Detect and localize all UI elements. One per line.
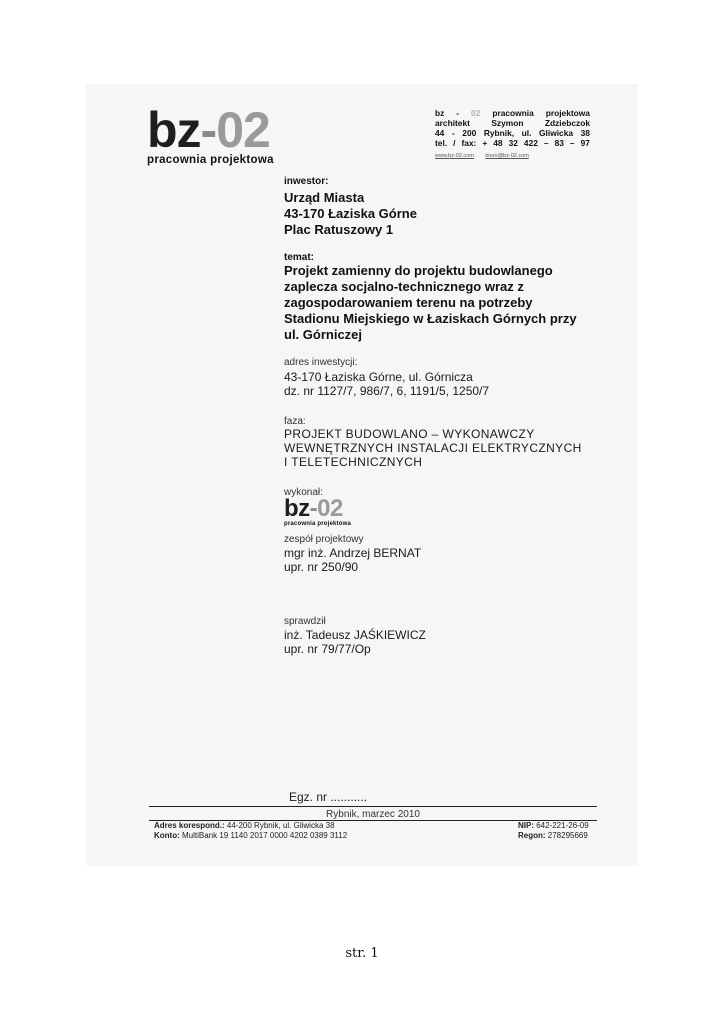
footer-nip: [518, 821, 589, 831]
contact-line-3: [435, 128, 590, 138]
email-link[interactable]: biuro@bz-02.com: [485, 153, 529, 159]
footer-address: [154, 821, 347, 831]
page-number: str. 1: [345, 946, 379, 961]
logo-number: 02: [216, 102, 270, 158]
checked-label: sprawdził: [284, 616, 326, 627]
contact-word: Szymon: [491, 118, 524, 128]
contact-word: fax:: [461, 138, 477, 148]
footer-account: [154, 831, 347, 841]
contact-word: –: [543, 138, 549, 148]
footer-regon: [518, 831, 589, 841]
contact-word: -: [456, 108, 460, 118]
checked-block: [284, 628, 426, 656]
topic-line: zagospodarowaniem terenu na potrzeby: [284, 295, 533, 310]
contact-word: 44: [435, 128, 445, 138]
investor-label: inwestor:: [284, 176, 329, 187]
contact-word: 97: [580, 138, 590, 148]
logo-subtitle: pracownia projektowa: [284, 521, 352, 527]
address-line: dz. nr 1127/7, 986/7, 6, 1191/5, 1250/7: [284, 384, 490, 398]
address-line: 43-170 Łaziska Górne, ul. Górnicza: [284, 370, 473, 384]
company-logo: [147, 102, 274, 166]
topic-label: temat:: [284, 252, 315, 263]
contact-word: 83: [554, 138, 564, 148]
team-label: zespół projektowy: [284, 534, 364, 545]
website-link[interactable]: www.bz-02.com: [435, 153, 474, 159]
phase-line: WEWNĘTRZNYCH INSTALACJI ELEKTRYCZNYCH: [284, 441, 582, 455]
contact-word: 200: [462, 128, 477, 138]
phase-line: I TELETECHNICZNYCH: [284, 455, 423, 469]
contact-block: [435, 108, 590, 161]
investor-block: [284, 190, 417, 238]
team-line: upr. nr 250/90: [284, 560, 359, 574]
contact-word: bz: [435, 108, 445, 118]
logo-dash: -: [200, 102, 217, 158]
address-block: [284, 370, 489, 398]
contact-word: tel.: [435, 138, 448, 148]
investor-line: Plac Ratuszowy 1: [284, 222, 394, 237]
logo-bz: bz: [147, 102, 201, 158]
logo-number: 02: [317, 495, 343, 522]
contact-word: 422: [523, 138, 538, 148]
team-block: [284, 546, 421, 574]
footer-address-value: 44-200 Rybnik, ul. Gliwicka 38: [224, 821, 335, 830]
checked-line: upr. nr 79/77/Op: [284, 642, 371, 656]
contact-word: Zdziebczok: [544, 118, 590, 128]
place-date: Rybnik, marzec 2010: [326, 809, 420, 820]
footer-account-label: Konto:: [154, 831, 180, 840]
address-label: adres inwestycji:: [284, 357, 358, 368]
footer-rule-top: [149, 806, 597, 807]
contact-word: ul.: [521, 128, 532, 138]
contact-word: 32: [508, 138, 518, 148]
phase-label: faza:: [284, 416, 306, 427]
footer-left: [154, 821, 347, 841]
contact-links: [435, 151, 590, 161]
topic-line: ul. Górniczej: [284, 327, 363, 342]
performer-label: wykonał:: [284, 487, 323, 498]
logo-bz: bz: [284, 495, 310, 522]
footer-nip-label: NIP:: [518, 821, 534, 830]
footer-address-label: Adres korespond.:: [154, 821, 225, 830]
contact-line-2: [435, 118, 590, 128]
contact-word: Gliwicka: [539, 128, 574, 138]
contact-word: -: [451, 128, 455, 138]
footer-account-value: MultiBank 19 1140 2017 0000 4202 0389 3112: [179, 831, 348, 840]
copy-number: Egz. nr ...........: [289, 790, 368, 804]
footer-nip-value: 642-221-26-09: [534, 821, 589, 830]
checked-line: inż. Tadeusz JAŚKIEWICZ: [284, 628, 426, 642]
topic-block: [284, 263, 577, 343]
contact-word: architekt: [435, 118, 470, 128]
logo-subtitle: pracownia projektowa: [147, 154, 274, 166]
footer-right: [518, 821, 589, 841]
contact-word: 48: [493, 138, 503, 148]
contact-word: 38: [580, 128, 590, 138]
contact-word: /: [453, 138, 456, 148]
footer-regon-value: 278295669: [545, 831, 588, 840]
contact-line-4: [435, 138, 590, 148]
topic-line: zaplecza socjalno-technicznego wraz z: [284, 279, 524, 294]
footer-regon-label: Regon:: [518, 831, 546, 840]
contact-word: 02: [471, 108, 481, 118]
topic-line: Stadionu Miejskiego w Łaziskach Górnych przy: [284, 311, 577, 326]
team-line: mgr inż. Andrzej BERNAT: [284, 546, 422, 560]
topic-line: Projekt zamienny do projektu budowlanego: [284, 263, 553, 278]
contact-word: –: [569, 138, 575, 148]
contact-word: +: [482, 138, 488, 148]
investor-line: Urząd Miasta: [284, 190, 365, 205]
contact-word: pracownia: [492, 108, 534, 118]
phase-block: [284, 427, 582, 469]
contact-line-1: [435, 108, 590, 118]
phase-line: PROJEKT BUDOWLANO – WYKONAWCZY: [284, 427, 535, 441]
contact-word: Rybnik,: [483, 128, 515, 138]
investor-line: 43-170 Łaziska Górne: [284, 206, 417, 221]
contact-word: projektowa: [545, 108, 590, 118]
logo-dash: -: [309, 495, 318, 522]
performer-logo: [284, 495, 352, 527]
